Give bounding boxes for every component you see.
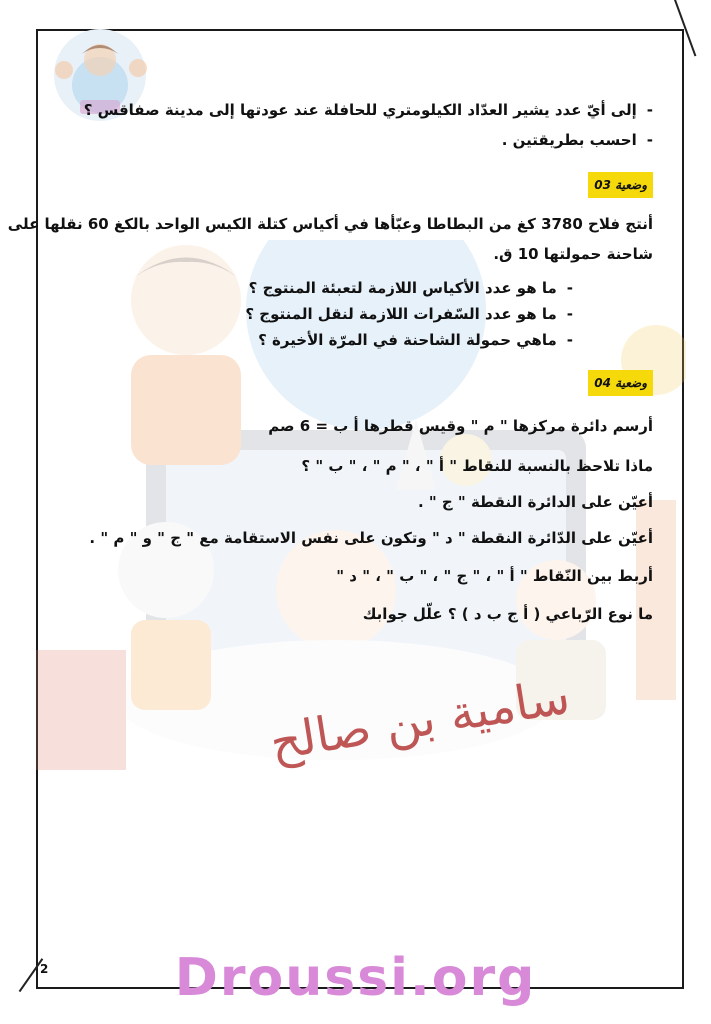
situation-03-label: وضعية 03 [588, 172, 653, 198]
question-two-methods: - احسب بطريقتين . [502, 130, 653, 150]
situation-04-line-6: ما نوع الرّباعي ( أ ج ب د ) ؟ علّل جوابك [362, 605, 653, 623]
droussi-logo [30, 10, 165, 140]
situation-04-line-5: أربط بين النّقاط " أ " ، " ج " ، " ب " ، " د " [336, 567, 653, 585]
situation-04-line-1: أرسم دائرة مركزها " م " وقيس قطرها أ ب = 6 صم [268, 417, 653, 435]
situation-04-line-4: أعيّن على الدّائرة النقطة " د " وتكون على نفس الاستقامة مع " ج " و " م " . [89, 529, 653, 547]
situation-03-question-3: - ماهي حمولة الشاحنة في المرّة الأخيرة ؟ [258, 330, 573, 350]
situation-03-question-1: - ما هو عدد الأكياس اللازمة لتعبئة المنتوج ؟ [249, 278, 573, 298]
question-odometer: - إلى أيّ عدد يشير العدّاد الكيلومتري للحافلة عند عودتها إلى مدينة صفاقس ؟ [84, 100, 653, 120]
situation-03-text-line-2: شاحنة حمولتها 10 ق. [493, 245, 653, 263]
situation-04-line-2: ماذا تلاحظ بالنسبة للنقاط " أ " ، " م " ، " ب " ؟ [301, 457, 653, 475]
situation-04-label: وضعية 04 [588, 370, 653, 396]
site-watermark: Droussi.org [174, 948, 537, 1008]
situation-03-text-line-1: أنتج فلاح 3780 كغ من البطاطا وعبّأها في أكياس كتلة الكيس الواحد بالكغ 60 نقلها على [7, 215, 653, 233]
handwritten-signature: سامية بن صالح [266, 668, 574, 772]
situation-03-question-2: - ما هو عدد السّفرات اللازمة لنقل المنتوج ؟ [245, 304, 573, 324]
situation-04-line-3: أعيّن على الدائرة النقطة " ج " . [417, 493, 653, 511]
page-number: 2 [40, 962, 49, 976]
